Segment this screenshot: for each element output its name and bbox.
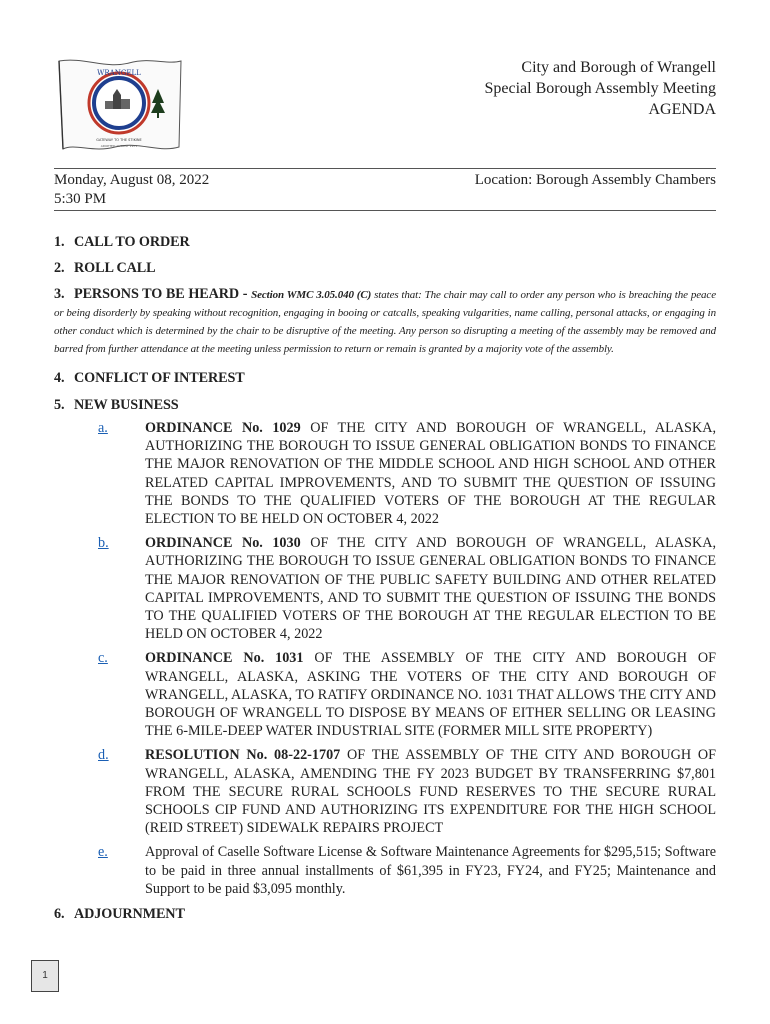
logo-founded-text: ADOPTED AUGUST 1973 (100, 144, 138, 148)
item-lead: ORDINANCE No. 1030 (145, 535, 301, 552)
section-title: ROLL CALL (74, 260, 156, 276)
section-number: 6. (54, 905, 65, 922)
item-lead: ORDINANCE No. 1029 (145, 420, 301, 436)
meeting-datetime (54, 171, 209, 209)
item-text: Approval of Caselle Software License & Software Maintenance Agreements for $295,515; Software to be paid in three annual installments of $61,395 in FY23, FY24, and FY25; Maintenance and Support to be paid $3,095 monthly. (145, 844, 716, 898)
agenda-section-new-business (54, 396, 716, 414)
code-reference: Section WMC 3.05.040 (C) (251, 289, 372, 301)
wrangell-flag-logo (55, 55, 185, 155)
section-number: 4. (54, 370, 65, 386)
new-business-item-d (98, 746, 716, 837)
section-dash: - (239, 286, 252, 302)
item-lead: ORDINANCE No. 1031 (145, 650, 304, 667)
item-link-c[interactable]: c. (98, 650, 108, 667)
item-link-b[interactable]: b. (98, 535, 109, 552)
new-business-item-e (98, 843, 716, 899)
item-link-d[interactable]: d. (98, 747, 109, 764)
decorum-note: states that: The chair may call to order any person who is breaching the peace or being disorderly by speaking without recognition, engaging in booing or catcalls, speaking vulgarities, name calling, personal attacks, or engaging in other conduct which is determined by the chair to be disruptive of the meeting. Any person so disrupting a meeting of the assembly may be removed and barred from further attendance at the meeting unless permission to return or remain is granted by a majority vote of the assembly. (54, 289, 716, 355)
new-business-item-a (98, 419, 716, 528)
agenda-section-adjournment (54, 905, 716, 923)
header-rule-top (54, 168, 716, 169)
meeting-time: 5:30 PM (54, 191, 107, 207)
header-title-block (484, 57, 716, 120)
section-number: 5. (54, 397, 65, 413)
item-text: OF THE CITY AND BOROUGH OF WRANGELL, ALASKA, AUTHORIZING THE BOROUGH TO ISSUE GENERAL OBLIGATION BONDS TO FINANCE THE MAJOR RENOVATION OF THE MIDDLE SCHOOL AND HIGH SCHOOL AND OTHER RELATED CAPITAL IMPROVEMENTS, AND TO SUBMIT THE QUESTION OF ISSUING THE BONDS TO THE QUALIFIED VOTERS OF THE BOROUGH AT THE REGULAR ELECTION TO BE HELD ON OCTOBER 4, 2022 (145, 420, 716, 528)
meeting-date: Monday, August 08, 2022 (54, 172, 210, 188)
section-number: 1. (54, 234, 65, 250)
item-text: OF THE ASSEMBLY OF THE CITY AND BOROUGH OF WRANGELL, ALASKA, ASKING THE VOTERS OF THE CITY AND BOROUGH OF WRANGELL, ALASKA, TO RATIFY ORDINANCE NO. 1031 THAT ALLOWS THE CITY AND BOROUGH OF WRANGELL TO DISPOSE BY MEANS OF EITHER SELLING OR LEASING THE 6-MILE-DEEP WATER INDUSTRIAL SITE (FORMER MILL SITE PROPERTY) (145, 650, 716, 740)
meeting-location: Location: Borough Assembly Chambers (474, 172, 716, 188)
section-number: 3. (54, 286, 65, 302)
item-link-a[interactable]: a. (98, 420, 108, 436)
section-title: CALL TO ORDER (74, 234, 190, 250)
item-link-e[interactable]: e. (98, 844, 108, 861)
header-line-city: City and Borough of Wrangell (521, 59, 716, 76)
header-rule-bottom (54, 210, 716, 211)
new-business-item-c (98, 649, 716, 740)
section-title: ADJOURNMENT (74, 905, 185, 922)
agenda-section-roll-call (54, 259, 716, 277)
section-number: 2. (54, 260, 65, 276)
logo-band-text: GATEWAY TO THE STIKINE (96, 138, 142, 142)
section-title: PERSONS TO BE HEARD (74, 286, 240, 302)
item-text: OF THE CITY AND BOROUGH OF WRANGELL, ALASKA, AUTHORIZING THE BOROUGH TO ISSUE GENERAL OBLIGATION BONDS TO FINANCE THE MAJOR RENOVATION OF THE PUBLIC SAFETY BUILDING AND OTHER RELATED CAPITAL IMPROVEMENTS, AND TO SUBMIT THE QUESTION OF ISSUING THE BONDS TO THE QUALIFIED VOTERS OF THE BOROUGH AT THE REGULAR ELECTION TO BE HELD ON OCTOBER 4, 2022 (145, 535, 716, 643)
agenda-section-persons-to-be-heard (54, 286, 716, 358)
section-title: CONFLICT OF INTEREST (74, 370, 245, 386)
agenda-section-call-to-order (54, 233, 716, 251)
agenda-section-conflict-of-interest (54, 369, 716, 387)
agenda-list (54, 233, 716, 923)
item-lead: RESOLUTION No. 08-22-1707 (145, 747, 341, 764)
header-line-agenda: AGENDA (648, 101, 716, 118)
header-line-meeting: Special Borough Assembly Meeting (484, 80, 716, 97)
item-text: OF THE ASSEMBLY OF THE CITY AND BOROUGH OF WRANGELL, ALASKA, AMENDING THE FY 2023 BUDGET BY TRANSFERRING $7,801 FROM THE SECURE RURAL SCHOOLS FUND RESERVES TO THE SECURE RURAL SCHOOLS CIP FUND AND AUTHORIZING ITS EXPENDITURE FOR THE HIGH SCHOOL (REID STREET) SIDEWALK REPAIRS PROJECT (145, 747, 716, 837)
page-number-box: 1 (31, 960, 59, 992)
new-business-item-b (98, 534, 716, 643)
logo-arc-text: WRANGELL (97, 69, 141, 77)
section-title: NEW BUSINESS (74, 397, 179, 413)
